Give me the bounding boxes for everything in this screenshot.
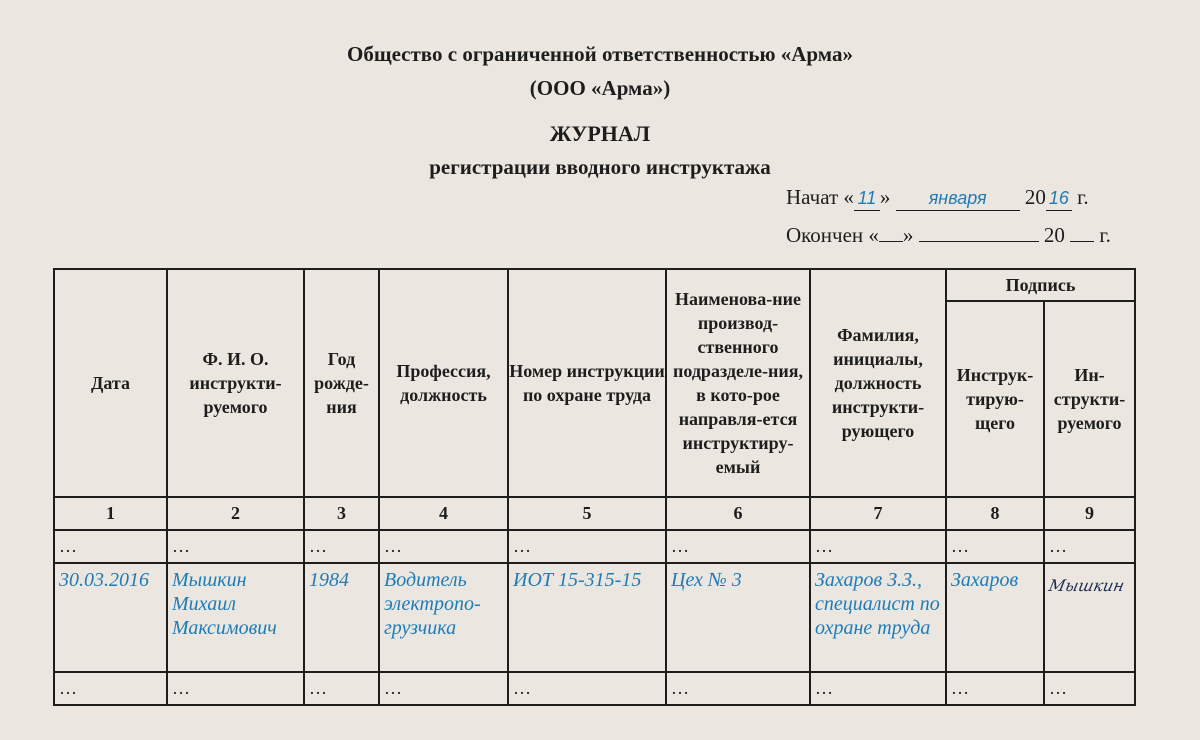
ellipsis-cell: … [304,672,379,705]
ellipsis-cell: … [1044,530,1135,563]
end-day-value [879,219,903,242]
end-year-suffix: г. [1099,223,1111,247]
entry-instructor: Захаров З.З., специалист по охране труда [810,563,946,672]
ellipsis-cell: … [1044,672,1135,705]
entry-trainee-name: Мышкин Михаил Максимович [167,563,304,672]
column-group-signature: Подпись [946,269,1135,301]
column-header-department: Наименова-ние производ-ственного подразделе-ния, в кото-рое направля-ется инструктиру-емый [666,269,810,497]
end-month-value [919,219,1039,242]
column-header-date: Дата [54,269,167,497]
column-header-sign-instructor: Инструк-тирую-щего [946,301,1044,497]
column-number: 3 [304,497,379,530]
entry-department: Цех № 3 [666,563,810,672]
entry-sign-trainee-cell [1044,563,1135,672]
trainee-signature: Мышкин [1047,576,1127,595]
column-number: 5 [508,497,666,530]
entry-date: 30.03.2016 [54,563,167,672]
ellipsis-cell: … [508,672,666,705]
ellipsis-cell: … [379,672,508,705]
entry-birth-year: 1984 [304,563,379,672]
ellipsis-cell: … [54,672,167,705]
column-number: 7 [810,497,946,530]
start-day-value: 11 [854,188,880,211]
journal-subtitle: регистрации вводного инструктажа [429,155,771,179]
start-date-line [786,185,1089,211]
ellipsis-cell: … [167,530,304,563]
column-number-row [54,497,1135,530]
entry-sign-instructor: Захаров [946,563,1044,672]
ellipsis-cell: … [508,530,666,563]
column-number: 1 [54,497,167,530]
end-year-value [1070,219,1094,242]
start-day-close: » [879,185,891,209]
ellipsis-cell: … [379,530,508,563]
column-header-trainee-name: Ф. И. О. инструкти-руемого [167,269,304,497]
column-header-instructor: Фамилия, инициалы, должность инструкти-рующего [810,269,946,497]
ellipsis-cell: … [54,530,167,563]
entry-instruction-number: ИОТ 15-315-15 [508,563,666,672]
end-day-close: » [902,223,914,247]
column-number: 9 [1044,497,1135,530]
table-row-entry [54,563,1135,672]
ellipsis-cell: … [167,672,304,705]
column-number: 4 [379,497,508,530]
organization-short-name: (ООО «Арма») [529,76,671,100]
end-date-line [786,219,1111,248]
start-date-label: Начат « [786,185,854,209]
table-row-ellipsis [54,672,1135,705]
ellipsis-cell: … [810,530,946,563]
column-number: 8 [946,497,1044,530]
entry-profession: Водитель электропо-грузчика [379,563,508,672]
start-year-prefix: 20 [1024,185,1046,209]
start-year-value: 16 [1046,188,1072,211]
column-header-profession: Профессия, должность [379,269,508,497]
column-header-sign-trainee: Ин-структи-руемого [1044,301,1135,497]
ellipsis-cell: … [810,672,946,705]
organization-full-name: Общество с ограниченной ответственностью «Арма» [347,42,853,66]
start-month-value: января [896,188,1020,211]
end-date-label: Окончен « [786,223,879,247]
ellipsis-cell: … [666,672,810,705]
ellipsis-cell: … [666,530,810,563]
column-number: 2 [167,497,304,530]
column-number: 6 [666,497,810,530]
column-header-birth-year: Год рожде-ния [304,269,379,497]
ellipsis-cell: … [304,530,379,563]
instruction-journal-table [53,268,1136,706]
column-header-instruction-number: Номер инструкции по охране труда [508,269,666,497]
ellipsis-cell: … [946,672,1044,705]
start-year-suffix: г. [1077,185,1089,209]
journal-title: ЖУРНАЛ [549,121,651,146]
table-row-ellipsis [54,530,1135,563]
ellipsis-cell: … [946,530,1044,563]
end-year-prefix: 20 [1043,223,1065,247]
